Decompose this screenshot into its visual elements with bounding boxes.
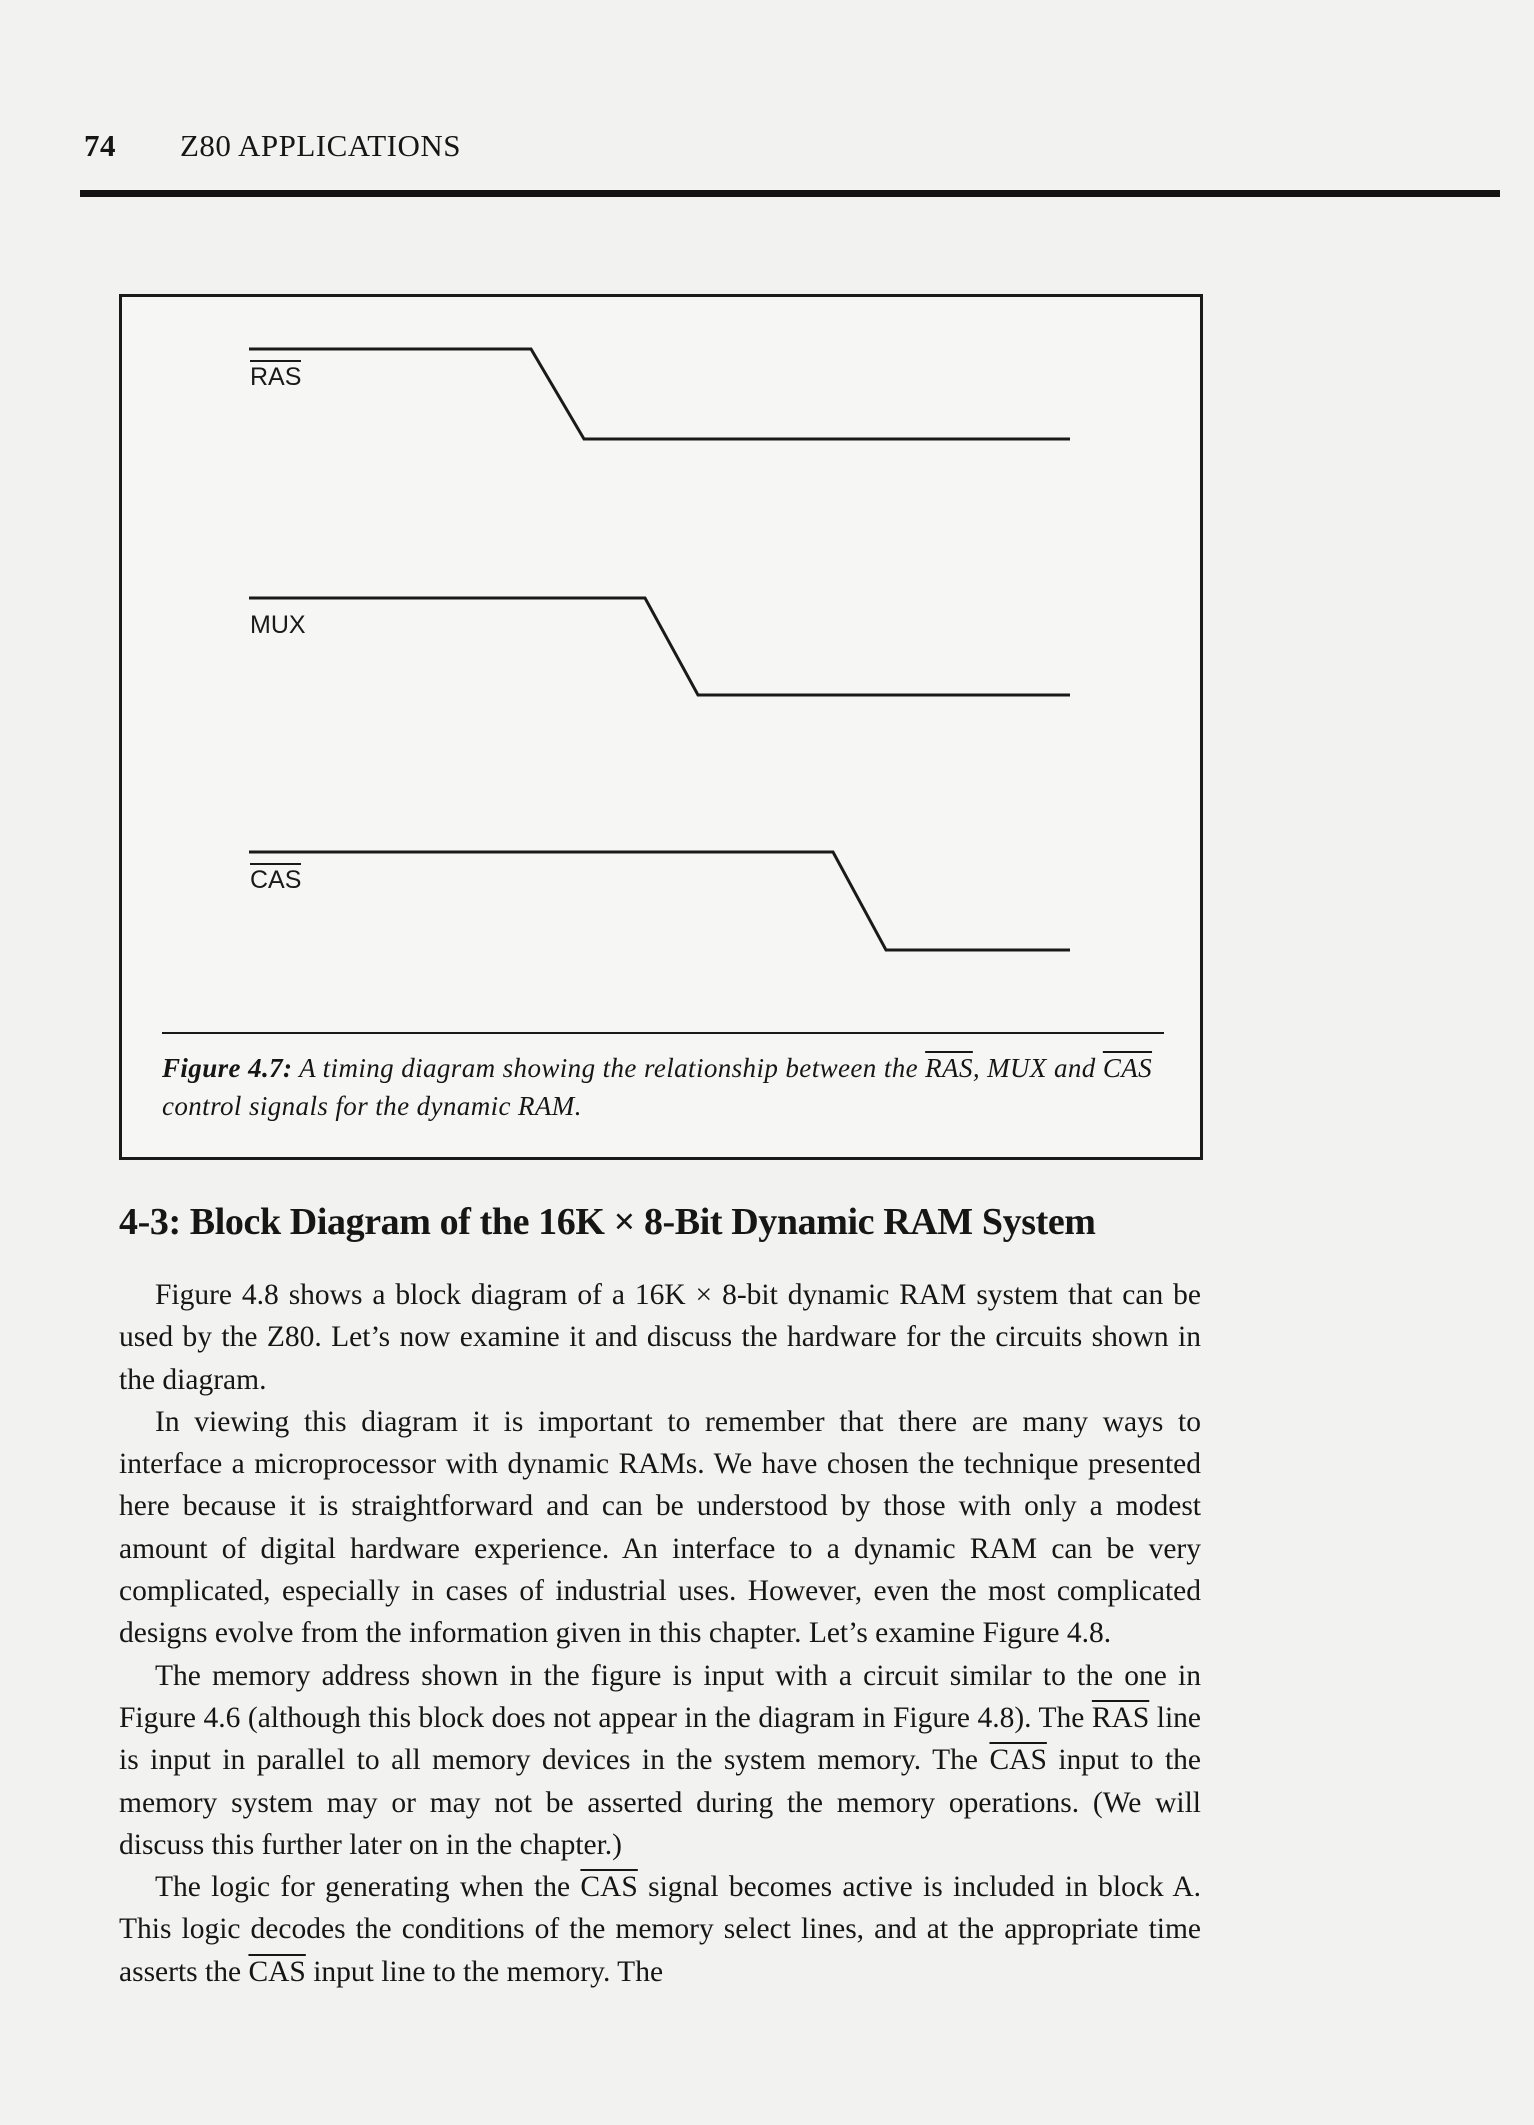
body-text <box>119 1274 1201 1993</box>
text-run: The logic for generating when the <box>155 1871 581 1904</box>
ras-label: RAS <box>250 360 301 391</box>
section-heading: 4-3: Block Diagram of the 16K × 8-Bit Dynamic RAM System <box>119 1201 1096 1243</box>
text-run: line is input in parallel to all memory devices in the system memory. The <box>119 1701 1201 1777</box>
caption-rule <box>162 1032 1164 1034</box>
paragraph-4 <box>119 1866 1201 1993</box>
ras-signal: $\overline{RAS}$ <box>1091 1701 1150 1734</box>
paragraph-1: Figure 4.8 shows a block diagram of a 16K × 8-bit dynamic RAM system that can be used by the Z80. Let’s now examine it and discuss the hardware for the circuits shown in the diagram. <box>119 1279 1201 1396</box>
cas-label: CAS <box>250 863 301 894</box>
paragraph-3 <box>119 1655 1201 1866</box>
paragraph-2: In viewing this diagram it is important to remember that there are many ways to interface a microprocessor with dynamic RAMs. We have chosen the technique presented here because it is straightforward and can be understood by those with only a modest amount of digital hardware experience. An interface to a dynamic RAM can be very complicated, especially in cases of industrial uses. However, even the most complicated designs evolve from the information given in this chapter. Let’s examine Figure 4.8. <box>119 1405 1201 1650</box>
text-run: signal becomes active is included in block A. This logic decodes the conditions of the memory select lines, and at the appropriate time asserts the <box>119 1871 1202 1988</box>
caption-cas: $\overline{CAS}$ <box>1102 1053 1153 1083</box>
figure-4-7 <box>119 294 1203 1160</box>
text-run: input to the memory system may or may not be asserted during the memory operations. (We will discuss this further later on in the chapter.) <box>119 1744 1201 1861</box>
header-rule <box>80 190 1500 197</box>
cas-signal: $\overline{CAS}$ <box>989 1744 1047 1777</box>
caption-text: control signals for the dynamic RAM. <box>162 1091 582 1121</box>
caption-ras: $\overline{RAS}$ <box>925 1053 973 1083</box>
page-number: 74 <box>84 128 116 163</box>
mux-label: MUX <box>250 611 306 639</box>
page-header <box>80 128 1500 168</box>
running-title: Z80 APPLICATIONS <box>180 128 462 163</box>
caption-text: , MUX and <box>972 1053 1103 1083</box>
text-run: input line to the memory. The <box>305 1955 664 1988</box>
mux-waveform <box>249 598 1070 695</box>
figure-caption <box>162 1049 1172 1125</box>
text-run: The memory address shown in the figure is input with a circuit similar to the one in Figure 4.6 (although this block does not appear in the diagram in Figure 4.8). The <box>119 1659 1201 1734</box>
ras-waveform <box>249 349 1070 439</box>
cas-waveform <box>249 852 1070 950</box>
cas-signal: $\overline{CAS}$ <box>580 1871 638 1904</box>
timing-diagram <box>122 297 1200 1157</box>
caption-text: A timing diagram showing the relationship between the <box>292 1053 926 1083</box>
cas-signal: $\overline{CAS}$ <box>248 1955 306 1988</box>
figure-label: Figure 4.7: <box>162 1053 293 1083</box>
